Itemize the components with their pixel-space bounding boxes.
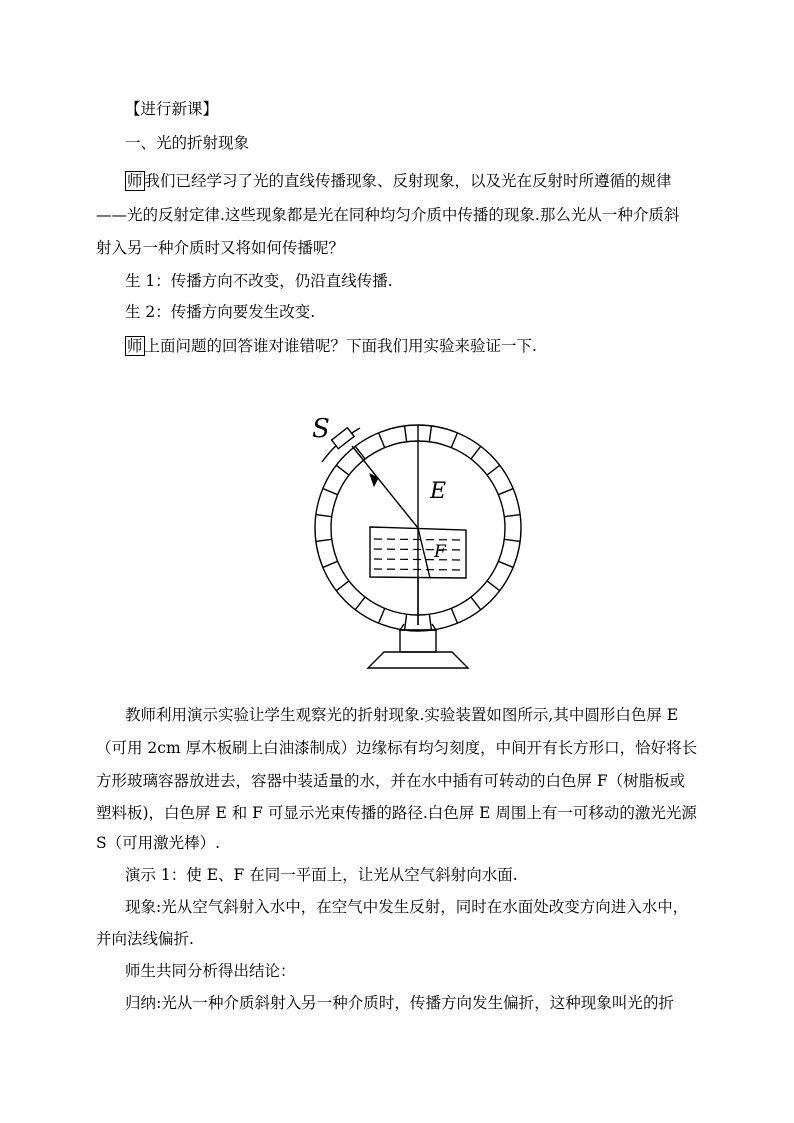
- teacher-paragraph-1-line-1: [125, 171, 672, 191]
- scale-tick: [405, 426, 407, 442]
- phenomenon-line-2: 并向法线偏折.: [96, 930, 194, 948]
- section-header: 【进行新课】: [125, 100, 219, 118]
- scale-tick: [451, 433, 457, 448]
- scale-tick: [379, 433, 385, 448]
- laser-source: [332, 428, 355, 449]
- label-f: F: [434, 542, 446, 562]
- scale-tick: [379, 608, 385, 623]
- description-line-4: [96, 803, 697, 823]
- scale-tick: [429, 614, 431, 630]
- speaker-teacher: 师: [127, 172, 143, 190]
- scale-tick: [336, 581, 349, 591]
- speaker-teacher: 师: [127, 337, 143, 355]
- paragraph-text: 方形玻璃容器放进去，容器中装适量的水，并在水中插有可转动的白色屏 F（树脂板或: [96, 772, 686, 790]
- stand-base: [368, 652, 468, 668]
- scale-tick: [405, 614, 407, 630]
- teacher-paragraph-1-line-3: 射入另一种介质时又将如何传播呢？: [96, 239, 345, 257]
- paragraph-text: 现象:光从空气斜射入水中，在空气中发生反射，同时在水面处改变方向进入水中，: [125, 898, 689, 916]
- scale-tick: [471, 597, 481, 610]
- stand-column: [400, 630, 436, 652]
- phenomenon-line-1: [125, 897, 689, 917]
- scale-tick: [323, 561, 338, 567]
- scale-tick: [429, 426, 431, 442]
- scale-tick: [487, 465, 500, 475]
- scale-tick: [316, 539, 332, 541]
- student-answer-1: 生 1：传播方向不改变，仍沿直线传播.: [125, 272, 393, 290]
- subheading: 一、光的折射现象: [125, 134, 250, 152]
- paragraph-text: （可用 2cm 厚木板刷上白油漆制成）边缘标有均匀刻度，中间开有长方形口，恰好将长: [96, 739, 698, 757]
- scale-tick: [451, 608, 457, 623]
- teacher-paragraph-2: [125, 336, 537, 356]
- demo-1: 演示 1：使 E、F 在同一平面上，让光从空气斜射向水面.: [125, 866, 518, 884]
- scale-tick: [355, 597, 365, 610]
- description-line-2: [96, 738, 698, 758]
- incident-ray: [352, 446, 418, 528]
- scale-tick: [471, 446, 481, 459]
- label-e: E: [430, 479, 447, 504]
- scale-tick: [487, 581, 500, 591]
- description-line-3: [96, 771, 686, 791]
- paragraph-text: 我们已经学习了光的直线传播现象、反射现象，以及光在反射时所遵循的规律: [144, 172, 672, 190]
- scale-tick: [504, 539, 520, 541]
- scale-tick: [336, 465, 349, 475]
- scale-tick: [498, 561, 513, 567]
- description-line-1: 教师利用演示实验让学生观察光的折射现象.实验装置如图所示,其中圆形白色屏 E: [125, 706, 679, 724]
- scale-tick: [498, 489, 513, 495]
- description-line-5: S（可用激光棒）.: [96, 834, 221, 852]
- refraction-apparatus-figure: [300, 405, 530, 675]
- scale-tick: [316, 515, 332, 517]
- conclusion-intro: 师生共同分析得出结论：: [125, 962, 296, 980]
- student-answer-2: 生 2：传播方向要发生改变.: [125, 303, 316, 321]
- summary-line: [125, 993, 674, 1013]
- paragraph-text: 塑料板)，白色屏 E 和 F 可显示光束传播的路径.白色屏 E 周围上有一可移动的激光光源: [96, 804, 697, 822]
- teacher-paragraph-1-line-2: [96, 205, 680, 225]
- scale-tick: [504, 515, 520, 517]
- paragraph-text: ——光的反射定律.这些现象都是光在同种均匀介质中传播的现象.那么光从一种介质斜: [96, 206, 680, 224]
- paragraph-text: 归纳:光从一种介质斜射入另一种介质时，传播方向发生偏折，这种现象叫光的折: [125, 994, 674, 1012]
- paragraph-text: 上面问题的回答谁对谁错呢？下面我们用实验来验证一下.: [144, 337, 537, 355]
- scale-tick: [323, 489, 338, 495]
- label-s: S: [312, 414, 330, 444]
